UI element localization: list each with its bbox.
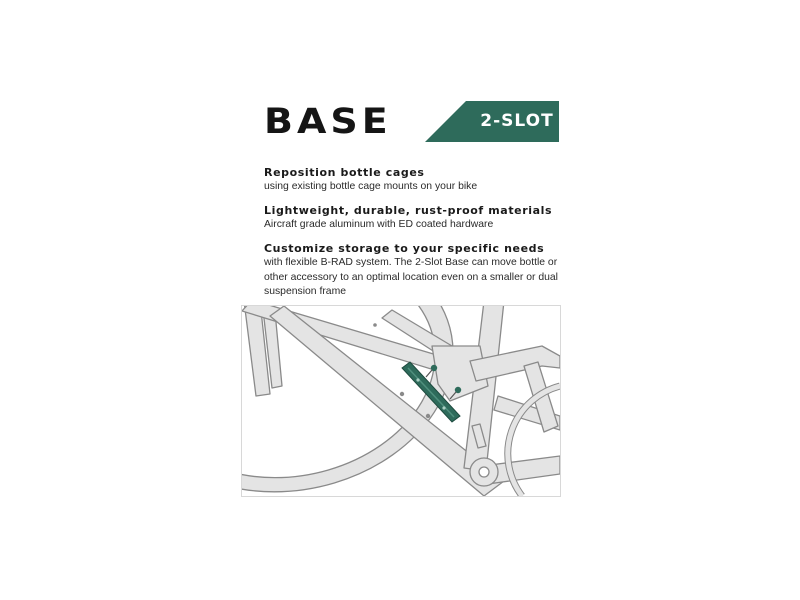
feature-description: with flexible B-RAD system. The 2-Slot Base can move bottle or other accessory to an optimal location even on a smaller or dual suspension frame (264, 257, 558, 297)
feature-description: using existing bottle cage mounts on your bike (264, 181, 478, 192)
bicycle-icon (242, 306, 560, 496)
feature-customize (264, 241, 560, 300)
feature-reposition (264, 165, 560, 195)
feature-materials (264, 203, 560, 233)
variant-badge (425, 101, 559, 142)
feature-heading: Reposition bottle cages (264, 166, 425, 179)
bike-illustration (241, 305, 561, 497)
product-title: BASE (264, 101, 392, 142)
feature-description: Aircraft grade aluminum with ED coated hardware (264, 219, 494, 230)
badge-label: 2-SLOT (480, 111, 554, 131)
feature-heading: Customize storage to your specific needs (264, 242, 545, 255)
feature-heading: Lightweight, durable, rust-proof materials (264, 204, 553, 217)
